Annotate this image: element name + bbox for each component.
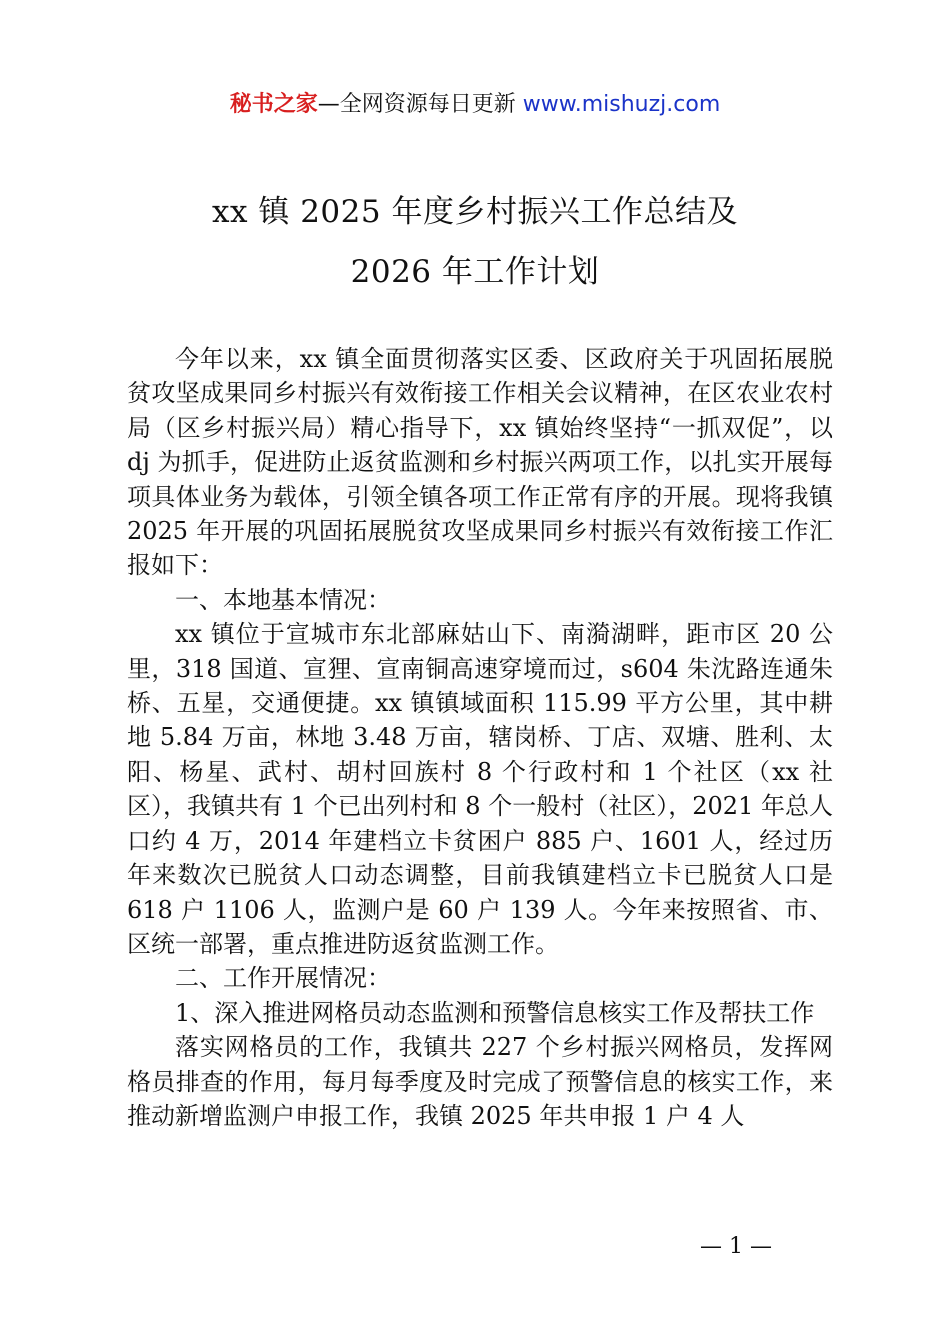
- section-heading-basic-info: 一、本地基本情况：: [175, 585, 391, 614]
- document-body: [127, 342, 833, 1133]
- document-title: [0, 182, 950, 302]
- site-tagline: —全网资源每日更新: [317, 92, 523, 117]
- site-url-link[interactable]: www.mishuzj.com: [522, 92, 721, 117]
- site-brand: 秘书之家: [229, 92, 318, 117]
- page-number: — 1 —: [700, 1234, 772, 1259]
- section-heading-work-progress: 二、工作开展情况：: [175, 964, 391, 993]
- title-line-1: xx 镇 2025 年度乡村振兴工作总结及: [212, 194, 738, 230]
- intro-paragraph: 今年以来，xx 镇全面贯彻落实区委、区政府关于巩固拓展脱贫攻坚成果同乡村振兴有效衔接工作相关会议精神，在区农业农村局（区乡村振兴局）精心指导下，xx 镇始终坚持“一抓双促”，以 dj 为抓手，促进防止返贫监测和乡村振兴两项工作，以扎实开展每项具体业务为载体，引领全镇各项工作正常有序的开展。现将我镇 2025 年开展的巩固拓展脱贫攻坚成果同乡村振兴有效衔接工作汇报如下：: [127, 345, 833, 580]
- basic-info-paragraph: xx 镇位于宣城市东北部麻姑山下、南漪湖畔，距市区 20 公里，318 国道、宣狸、宣南铜高速穿境而过，s604 朱沈路连通朱桥、五星，交通便捷。xx 镇镇域面积 115.99 平方公里，其中耕地 5.84 万亩，林地 3.48 万亩，辖岗桥、丁店、双塘、胜利、太阳、杨星、武村、胡村回族村 8 个行政村和 1 个社区（xx 社区），我镇共有 1 个已出列村和 8 个一般村（社区），2021 年总人口约 4 万，2014 年建档立卡贫困户 885 户、1601 人，经过历年来数次已脱贫人口动态调整，目前我镇建档立卡已脱贫人口是 618 户 1106 人，监测户是 60 户 139 人。今年来按照省、市、区统一部署，重点推进防返贫监测工作。: [127, 620, 833, 958]
- grid-monitoring-paragraph: 落实网格员的工作，我镇共 227 个乡村振兴网格员，发挥网格员排查的作用，每月每季度及时完成了预警信息的核实工作，来推动新增监测户申报工作，我镇 2025 年共申报 1 户 4 人: [127, 1033, 833, 1130]
- site-header: [0, 88, 950, 122]
- subsection-heading-grid-monitoring: 1、深入推进网格员动态监测和预警信息核实工作及帮扶工作: [175, 998, 815, 1027]
- title-line-2: 2026 年工作计划: [350, 254, 600, 290]
